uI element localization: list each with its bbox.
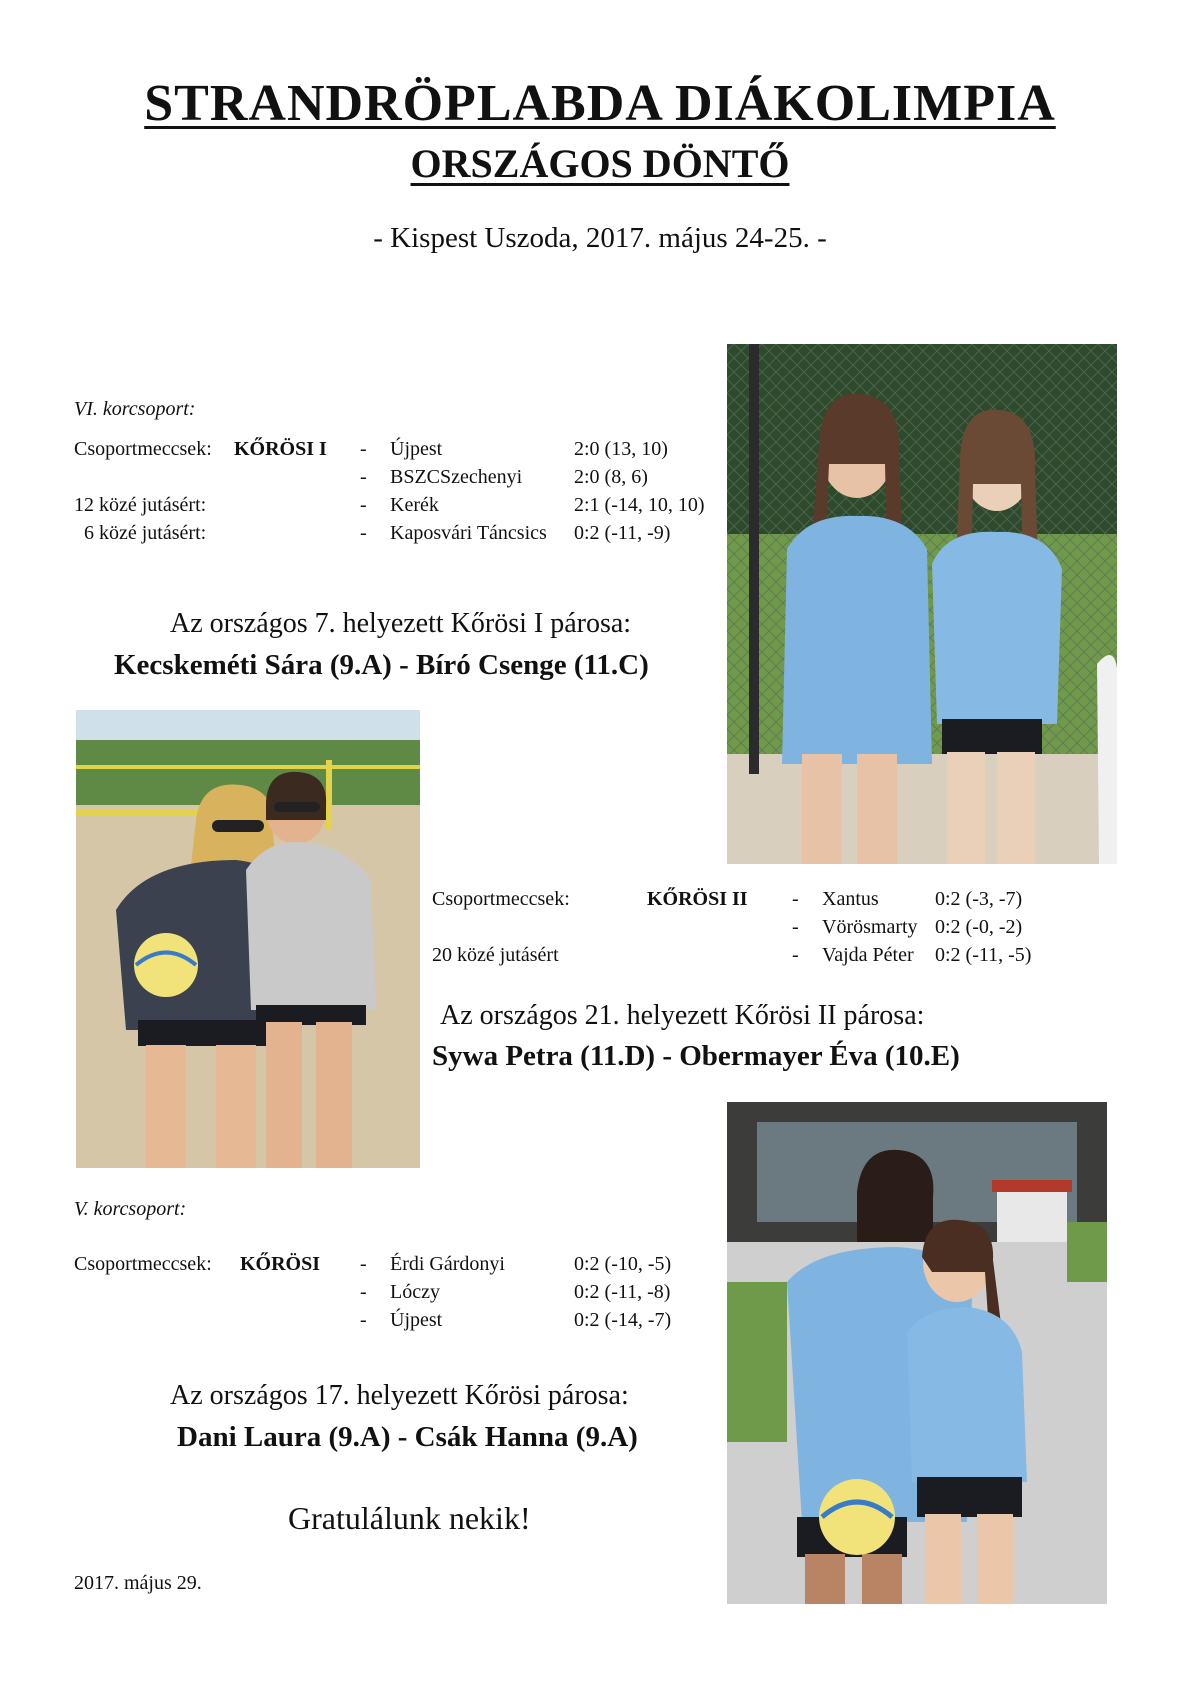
placement-kor-ii: Az országos 21. helyezett Kőrösi II párosa: xyxy=(440,1000,925,1031)
result-row-dash: - xyxy=(360,522,367,544)
group-vi-label: VI. korcsoport: xyxy=(74,398,196,420)
result-row-stage: Csoportmeccsek: xyxy=(432,888,570,910)
photo-two-girls-fence xyxy=(727,344,1117,864)
page-subtitle xyxy=(0,140,1200,187)
placement-kor: Az országos 17. helyezett Kőrösi párosa: xyxy=(170,1380,629,1411)
photo-two-girls-hugging xyxy=(727,1102,1107,1604)
result-row-score: 0:2 (-3, -7) xyxy=(935,888,1023,910)
result-row-team: KŐRÖSI II xyxy=(647,888,748,910)
result-row-stage: Csoportmeccsek: xyxy=(74,1253,212,1275)
result-row-dash: - xyxy=(360,1281,367,1303)
result-row-score: 0:2 (-14, -7) xyxy=(574,1309,672,1331)
result-row-opponent: Vajda Péter xyxy=(822,944,914,966)
photo-two-girls-beach-court xyxy=(76,710,420,1168)
result-row-score: 2:0 (13, 10) xyxy=(574,438,668,460)
result-row-stage: 6 közé jutásért: xyxy=(84,522,207,544)
result-row-opponent: BSZCSzechenyi xyxy=(390,466,523,488)
result-row-score: 2:0 (8, 6) xyxy=(574,466,648,488)
page-title-text: STRANDRÖPLABDA DIÁKOLIMPIA xyxy=(144,75,1056,132)
result-row-dash: - xyxy=(360,438,367,460)
page-subtitle-text: ORSZÁGOS DÖNTŐ xyxy=(410,141,790,186)
result-row-score: 2:1 (-14, 10, 10) xyxy=(574,494,705,516)
result-row-opponent: Érdi Gárdonyi xyxy=(390,1253,505,1275)
result-row-score: 0:2 (-11, -5) xyxy=(935,944,1032,966)
page-title xyxy=(0,74,1200,133)
result-row-dash: - xyxy=(360,1253,367,1275)
result-row-opponent: Újpest xyxy=(390,438,443,460)
document-date: 2017. május 29. xyxy=(74,1572,202,1594)
pair-kor: Dani Laura (9.A) - Csák Hanna (9.A) xyxy=(177,1421,638,1453)
congratulations: Gratulálunk nekik! xyxy=(288,1500,531,1536)
result-row-team: KŐRÖSI xyxy=(240,1253,321,1275)
result-row-score: 0:2 (-0, -2) xyxy=(935,916,1023,938)
result-row-stage: 20 közé jutásért xyxy=(432,944,559,966)
pair-kor-ii: Sywa Petra (11.D) - Obermayer Éva (10.E) xyxy=(432,1040,960,1072)
result-row-opponent: Lóczy xyxy=(390,1281,440,1303)
result-row-score: 0:2 (-11, -8) xyxy=(574,1281,671,1303)
result-row-dash: - xyxy=(360,1309,367,1331)
group-v-label: V. korcsoport: xyxy=(74,1198,187,1220)
result-row-dash: - xyxy=(360,494,367,516)
result-row-dash: - xyxy=(792,888,799,910)
result-row-stage: 12 közé jutásért: xyxy=(74,494,207,516)
result-row-dash: - xyxy=(360,466,367,488)
result-row-opponent: Kaposvári Táncsics xyxy=(390,522,547,544)
result-row-opponent: Újpest xyxy=(390,1309,443,1331)
result-row-dash: - xyxy=(792,944,799,966)
result-row-team: KŐRÖSI I xyxy=(234,438,327,460)
result-row-stage: Csoportmeccsek: xyxy=(74,438,212,460)
result-row-opponent: Kerék xyxy=(390,494,439,516)
pair-kor-i: Kecskeméti Sára (9.A) - Bíró Csenge (11.C) xyxy=(114,649,649,681)
venue-line: - Kispest Uszoda, 2017. május 24-25. - xyxy=(373,222,827,254)
result-row-score: 0:2 (-10, -5) xyxy=(574,1253,672,1275)
result-row-score: 0:2 (-11, -9) xyxy=(574,522,671,544)
result-row-opponent: Vörösmarty xyxy=(822,916,918,938)
placement-kor-i: Az országos 7. helyezett Kőrösi I párosa: xyxy=(170,608,632,639)
result-row-dash: - xyxy=(792,916,799,938)
result-row-opponent: Xantus xyxy=(822,888,879,910)
